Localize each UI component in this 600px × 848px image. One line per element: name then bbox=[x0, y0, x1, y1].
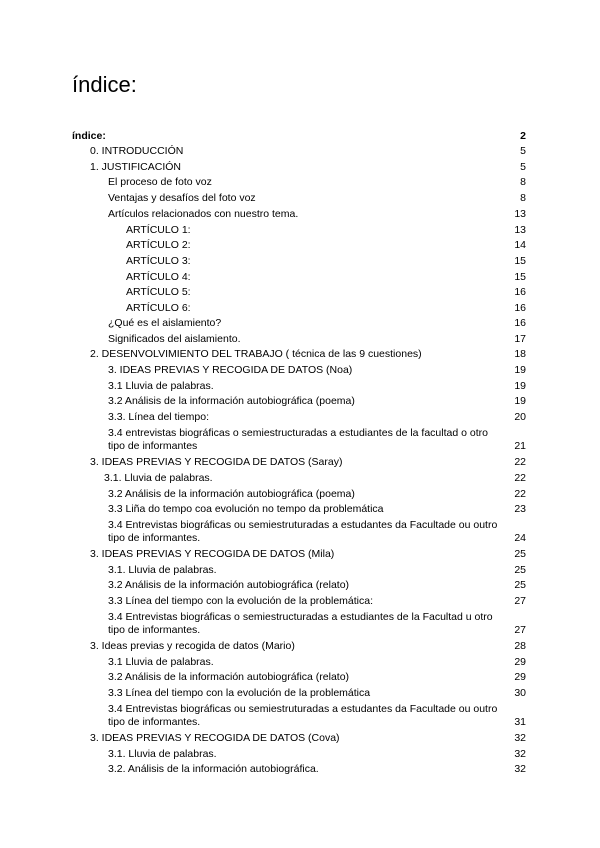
toc-entry-title: 3.1. Lluvia de palabras. bbox=[104, 472, 213, 484]
toc-entry-title: 3.1 Lluvia de palabras. bbox=[108, 380, 214, 392]
toc-page-number: 30 bbox=[514, 687, 526, 699]
toc-entry-title: 3.2 Análisis de la información autobiográfica (poema) bbox=[108, 395, 355, 407]
toc-page-number: 2 bbox=[520, 130, 526, 142]
toc-entry-title: 3.1 Lluvia de palabras. bbox=[108, 656, 214, 668]
toc-entry-title: ARTÍCULO 6: bbox=[126, 302, 191, 314]
toc-entry-title: ARTÍCULO 3: bbox=[126, 255, 191, 267]
toc-entry-title: 3. Ideas previas y recogida de datos (Mario) bbox=[90, 640, 295, 652]
toc-page-number: 23 bbox=[514, 503, 526, 515]
toc-entry-title: Significados del aislamiento. bbox=[108, 333, 241, 345]
toc-entry-title: ¿Qué es el aislamiento? bbox=[108, 317, 222, 329]
toc-entry-title: 3.1. Lluvia de palabras. bbox=[108, 564, 217, 576]
toc-page-number: 13 bbox=[514, 224, 526, 236]
toc-entry-title: El proceso de foto voz bbox=[108, 176, 212, 188]
toc-page-number: 27 bbox=[514, 595, 526, 607]
toc-page-number: 18 bbox=[514, 348, 526, 360]
toc-entry-title: ARTÍCULO 1: bbox=[126, 224, 191, 236]
toc-page-number: 19 bbox=[514, 380, 526, 392]
toc-page-number: 25 bbox=[514, 564, 526, 576]
toc-entry-title: 3.2 Análisis de la información autobiográfica (relato) bbox=[108, 579, 350, 591]
toc-page-number: 19 bbox=[514, 395, 526, 407]
toc-entry-title: ARTÍCULO 5: bbox=[126, 286, 191, 298]
toc-page-number: 14 bbox=[514, 239, 526, 251]
toc-entry-title: 3. IDEAS PREVIAS Y RECOGIDA DE DATOS (Cova) bbox=[90, 732, 340, 744]
toc-page-number: 19 bbox=[514, 364, 526, 376]
toc-entry-title: Artículos relacionados con nuestro tema. bbox=[108, 208, 299, 220]
toc-page-number: 32 bbox=[514, 763, 526, 775]
toc-entry-title: 3.3. Línea del tiempo: bbox=[108, 411, 209, 423]
toc-entry-title: índice: bbox=[72, 130, 106, 142]
toc-entry-title: 3. IDEAS PREVIAS Y RECOGIDA DE DATOS (Saray) bbox=[90, 456, 343, 468]
toc-page-number: 5 bbox=[520, 145, 526, 157]
toc-page-number: 32 bbox=[514, 748, 526, 760]
toc-page-number: 32 bbox=[514, 732, 526, 744]
toc-entry-title: Ventajas y desafíos del foto voz bbox=[108, 192, 256, 204]
toc-page-number: 16 bbox=[514, 302, 526, 314]
toc-entry-title: 3.2 Análisis de la información autobiográfica (relato) bbox=[108, 671, 350, 683]
page-title: índice: bbox=[72, 72, 137, 97]
toc-page-number: 13 bbox=[514, 208, 526, 220]
toc-entry-title: 3.4 entrevistas biográficas o semiestructuradas a estudiantes de la facultad o otro bbox=[108, 427, 488, 439]
toc-page-number: 25 bbox=[514, 548, 526, 560]
toc-page-number: 16 bbox=[514, 286, 526, 298]
toc-page-number: 28 bbox=[514, 640, 526, 652]
toc-entry-title: 3. IDEAS PREVIAS Y RECOGIDA DE DATOS (Noa) bbox=[108, 364, 353, 376]
toc-entry-title: 3.4 Entrevistas biográficas ou semiestruturadas a estudantes da Facultade ou outro bbox=[108, 519, 498, 531]
toc-page-number: 24 bbox=[514, 531, 526, 544]
toc-entry-title-continued: tipo de informantes bbox=[108, 439, 198, 452]
toc-page-number: 15 bbox=[514, 271, 526, 283]
toc-entry-title: 3.3 Línea del tiempo con la evolución de la problemática: bbox=[108, 595, 374, 607]
toc-page-number: 22 bbox=[514, 456, 526, 468]
toc-page-number: 8 bbox=[520, 192, 526, 204]
toc-entry-title: ARTÍCULO 2: bbox=[126, 239, 191, 251]
toc-entry-title: 1. JUSTIFICACIÓN bbox=[90, 161, 182, 173]
toc-page-number: 16 bbox=[514, 317, 526, 329]
toc-entry-title-continued: tipo de informantes. bbox=[108, 715, 201, 728]
toc-page-number: 22 bbox=[514, 488, 526, 500]
toc-entry-title: 3.1. Lluvia de palabras. bbox=[108, 748, 217, 760]
toc-entry-title: 3.3 Liña do tempo coa evolución no tempo da problemática bbox=[108, 503, 384, 515]
toc-entry-title: 2. DESENVOLVIMIENTO DEL TRABAJO ( técnica de las 9 cuestiones) bbox=[90, 348, 422, 360]
toc-entry-title-continued: tipo de informantes. bbox=[108, 531, 201, 544]
toc-page-number: 29 bbox=[514, 671, 526, 683]
toc-entry-title: 0. INTRODUCCIÓN bbox=[90, 145, 184, 157]
toc-page-number: 17 bbox=[514, 333, 526, 345]
toc-entry-title: 3.2. Análisis de la información autobiográfica. bbox=[108, 763, 319, 775]
toc-entry-title-continued: tipo de informantes. bbox=[108, 623, 201, 636]
toc-entry-title: ARTÍCULO 4: bbox=[126, 271, 191, 283]
toc-page-number: 29 bbox=[514, 656, 526, 668]
toc-page-number: 8 bbox=[520, 176, 526, 188]
toc-page-number: 22 bbox=[514, 472, 526, 484]
toc-entry-title: 3. IDEAS PREVIAS Y RECOGIDA DE DATOS (Mila) bbox=[90, 548, 335, 560]
toc-page-number: 31 bbox=[514, 715, 526, 728]
toc-entry-title: 3.2 Análisis de la información autobiográfica (poema) bbox=[108, 488, 355, 500]
toc-page-number: 5 bbox=[520, 161, 526, 173]
toc-page-number: 21 bbox=[514, 439, 526, 452]
toc-entry-title: 3.4 Entrevistas biográficas o semiestructuradas a estudiantes de la Facultad u otro bbox=[108, 611, 493, 623]
toc-page-number: 27 bbox=[514, 623, 526, 636]
toc-entry-title: 3.3 Línea del tiempo con la evolución de la problemática bbox=[108, 687, 371, 699]
toc-page-number: 15 bbox=[514, 255, 526, 267]
toc-page-number: 20 bbox=[514, 411, 526, 423]
toc-page-number: 25 bbox=[514, 579, 526, 591]
toc-entry-title: 3.4 Entrevistas biográficas ou semiestruturadas a estudantes da Facultade ou outro bbox=[108, 703, 498, 715]
